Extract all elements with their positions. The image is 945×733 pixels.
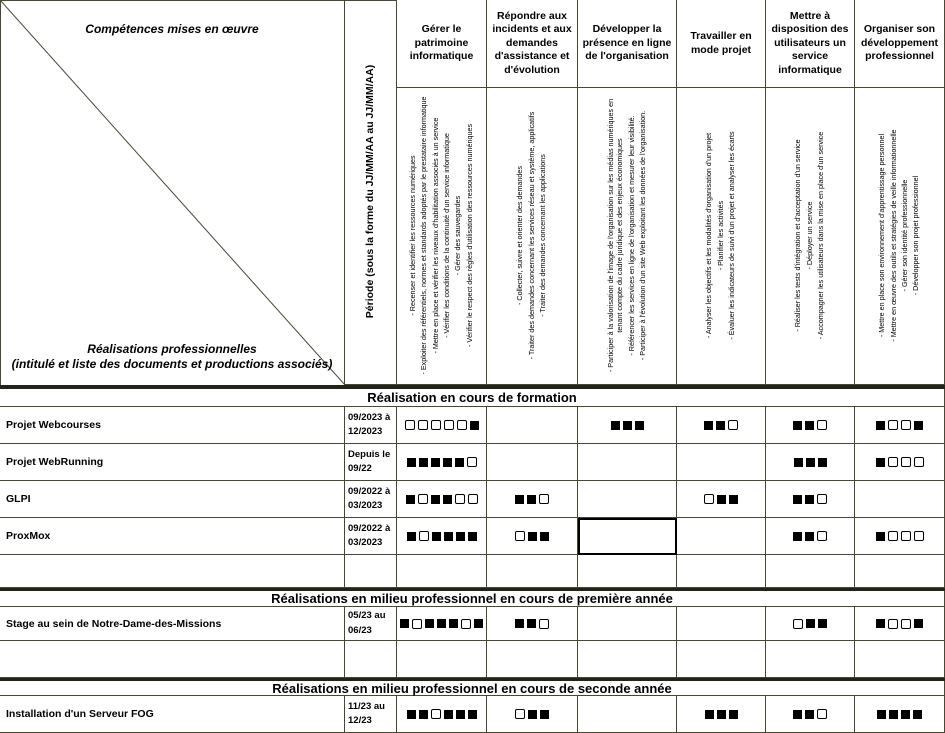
square-filled bbox=[419, 710, 428, 719]
row-label-cell: GLPI bbox=[0, 481, 345, 518]
square-filled bbox=[793, 710, 802, 719]
mark-cell bbox=[766, 481, 855, 518]
mark-cell bbox=[766, 555, 855, 588]
mark-cell bbox=[766, 641, 855, 678]
mark-cell bbox=[855, 641, 945, 678]
square-empty bbox=[539, 494, 549, 504]
mark-cell bbox=[487, 696, 578, 733]
mark-cell bbox=[855, 607, 945, 641]
square-filled bbox=[470, 421, 479, 430]
square-filled bbox=[444, 710, 453, 719]
square-empty bbox=[704, 494, 714, 504]
mark-cell bbox=[677, 696, 766, 733]
square-empty bbox=[901, 619, 911, 629]
square-filled bbox=[407, 710, 416, 719]
square-filled bbox=[540, 532, 549, 541]
mark-cell bbox=[487, 444, 578, 481]
square-empty bbox=[418, 420, 428, 430]
section-title-row: Réalisations en milieu professionnel en cours de seconde année bbox=[0, 681, 945, 696]
periode-cell: 05/23 au 06/23 bbox=[345, 607, 397, 641]
square-filled bbox=[914, 619, 923, 628]
mark-cell bbox=[766, 407, 855, 444]
square-filled bbox=[456, 710, 465, 719]
mark-cell bbox=[397, 444, 487, 481]
mark-cell bbox=[487, 607, 578, 641]
row-label-cell: Stage au sein de Notre-Dame-des-Missions bbox=[0, 607, 345, 641]
square-empty bbox=[728, 420, 738, 430]
mark-cell bbox=[677, 641, 766, 678]
competence-item: - Recenser et identifier les ressources numériques bbox=[407, 155, 417, 316]
square-empty bbox=[405, 420, 415, 430]
square-filled bbox=[431, 495, 440, 504]
competence-items-cell bbox=[855, 88, 945, 385]
square-filled bbox=[729, 495, 738, 504]
square-empty bbox=[444, 420, 454, 430]
square-empty bbox=[515, 709, 525, 719]
square-filled bbox=[805, 532, 814, 541]
square-filled bbox=[432, 532, 441, 541]
square-empty bbox=[901, 457, 911, 467]
square-empty bbox=[539, 619, 549, 629]
mark-cell bbox=[578, 555, 677, 588]
competence-item: - Mettre en œuvre des outils et stratégies de veille informationnelle bbox=[888, 129, 898, 342]
mark-cell bbox=[677, 607, 766, 641]
competence-item: - Mettre en place son environnement d'apprentissage personnel bbox=[877, 133, 887, 338]
mark-cell bbox=[578, 641, 677, 678]
competence-items bbox=[677, 88, 764, 383]
competence-item: - Analyser les objectifs et les modalités d'organisation d'un projet bbox=[704, 132, 714, 339]
square-filled bbox=[876, 421, 885, 430]
square-filled bbox=[876, 619, 885, 628]
square-filled bbox=[444, 532, 453, 541]
square-filled bbox=[914, 421, 923, 430]
mark-cell bbox=[487, 407, 578, 444]
competence-items bbox=[766, 88, 853, 383]
mark-cell bbox=[855, 407, 945, 444]
square-filled bbox=[455, 458, 464, 467]
square-filled bbox=[717, 495, 726, 504]
section-title-row: Réalisation en cours de formation bbox=[0, 389, 945, 407]
competence-items bbox=[397, 88, 485, 383]
mark-cell bbox=[677, 555, 766, 588]
periode-cell: Depuis le 09/22 bbox=[345, 444, 397, 481]
mark-cell bbox=[397, 696, 487, 733]
competence-items bbox=[578, 88, 675, 383]
diagonal-line bbox=[0, 0, 345, 385]
square-filled bbox=[818, 458, 827, 467]
square-empty bbox=[431, 709, 441, 719]
square-filled bbox=[474, 619, 483, 628]
square-empty bbox=[418, 494, 428, 504]
square-empty bbox=[888, 531, 898, 541]
square-filled bbox=[818, 619, 827, 628]
row-label-cell: Installation d'un Serveur FOG bbox=[0, 696, 345, 733]
square-empty bbox=[467, 457, 477, 467]
competence-item: - Collecter, suivre et orienter des demandes bbox=[515, 165, 525, 306]
mark-cell bbox=[397, 555, 487, 588]
competence-group-title: Développer la présence en ligne de l'organisation bbox=[578, 0, 677, 88]
square-filled bbox=[806, 458, 815, 467]
square-empty bbox=[914, 457, 924, 467]
mark-cell bbox=[677, 481, 766, 518]
square-filled bbox=[889, 710, 898, 719]
square-empty bbox=[817, 420, 827, 430]
square-filled bbox=[876, 458, 885, 467]
mark-cell bbox=[578, 607, 677, 641]
competence-item: - Traiter des demandes concernant les applications bbox=[538, 154, 548, 317]
competence-items-cell bbox=[487, 88, 578, 385]
mark-cell bbox=[578, 696, 677, 733]
mark-cell bbox=[855, 481, 945, 518]
mark-cell bbox=[397, 481, 487, 518]
square-empty bbox=[515, 531, 525, 541]
competence-item: - Mettre en place et vérifier les niveaux d'habilitation associés à un service bbox=[430, 117, 440, 354]
square-filled bbox=[717, 710, 726, 719]
square-filled bbox=[515, 619, 524, 628]
square-empty bbox=[914, 531, 924, 541]
square-filled bbox=[425, 619, 434, 628]
row-label-cell bbox=[0, 641, 345, 678]
mark-cell bbox=[677, 518, 766, 555]
square-empty bbox=[901, 420, 911, 430]
square-empty bbox=[888, 420, 898, 430]
square-filled bbox=[806, 619, 815, 628]
square-filled bbox=[704, 421, 713, 430]
mark-cell bbox=[487, 481, 578, 518]
square-filled bbox=[528, 532, 537, 541]
square-filled bbox=[407, 532, 416, 541]
square-empty bbox=[461, 619, 471, 629]
row-label-cell: Projet WebRunning bbox=[0, 444, 345, 481]
competence-item: - Traiter des demandes concernant les services réseau et système, applicatifs bbox=[526, 111, 536, 360]
square-filled bbox=[901, 710, 910, 719]
competence-item: - Gérer son identité professionnelle bbox=[900, 179, 909, 292]
square-filled bbox=[443, 458, 452, 467]
mark-cell bbox=[397, 518, 487, 555]
mark-cell bbox=[578, 407, 677, 444]
square-filled bbox=[431, 458, 440, 467]
square-filled bbox=[443, 495, 452, 504]
periode-header-cell bbox=[345, 0, 397, 385]
square-empty bbox=[793, 619, 803, 629]
square-filled bbox=[793, 495, 802, 504]
square-empty bbox=[901, 531, 911, 541]
section-title-row: Réalisations en milieu professionnel en cours de première année bbox=[0, 591, 945, 607]
mark-cell bbox=[766, 444, 855, 481]
square-filled bbox=[456, 532, 465, 541]
square-filled bbox=[794, 458, 803, 467]
mark-cell bbox=[766, 518, 855, 555]
competence-items-cell bbox=[677, 88, 766, 385]
square-filled bbox=[527, 619, 536, 628]
square-filled bbox=[876, 532, 885, 541]
mark-cell bbox=[855, 518, 945, 555]
mark-cell bbox=[487, 641, 578, 678]
square-filled bbox=[528, 710, 537, 719]
mark-cell bbox=[855, 696, 945, 733]
square-filled bbox=[515, 495, 524, 504]
competence-items-cell bbox=[578, 88, 677, 385]
square-filled bbox=[913, 710, 922, 719]
competence-items-cell bbox=[766, 88, 855, 385]
square-filled bbox=[623, 421, 632, 430]
square-filled bbox=[635, 421, 644, 430]
mark-cell bbox=[677, 407, 766, 444]
row-label-cell: ProxMox bbox=[0, 518, 345, 555]
competence-item: - Vérifier le respect des règles d'utilisation des ressources numériques bbox=[464, 123, 474, 348]
row-label-cell: Projet Webcourses bbox=[0, 407, 345, 444]
competence-group-title: Répondre aux incidents et aux demandes d'assistance et d'évolution bbox=[487, 0, 578, 88]
realisations-axis-sublabel: (intitulé et liste des documents et productions associés) bbox=[11, 357, 333, 372]
square-filled bbox=[407, 458, 416, 467]
competence-item: - Planifier les activités bbox=[715, 200, 725, 271]
competence-item: - Accompagner les utilisateurs dans la mise en place d'un service bbox=[816, 131, 826, 340]
periode-header-label: Période (sous la forme du JJ/MM/AA au JJ/MM/AA) bbox=[364, 64, 376, 319]
mark-cell bbox=[487, 555, 578, 588]
square-empty bbox=[888, 457, 898, 467]
periode-cell bbox=[345, 641, 397, 678]
square-filled bbox=[805, 495, 814, 504]
periode-cell: 09/2022 à 03/2023 bbox=[345, 481, 397, 518]
square-filled bbox=[877, 710, 886, 719]
competence-item: - Participer à la valorisation de l'image de l'organisation sur les médias numériques en tenant compte du cadre juridique et des enjeux économiques bbox=[605, 98, 625, 373]
competence-item: - Exploiter des référentiels, normes et standards adoptés par le prestataire informatique bbox=[419, 96, 429, 375]
square-filled bbox=[527, 495, 536, 504]
competence-group-title: Organiser son développement professionnel bbox=[855, 0, 945, 88]
square-filled bbox=[793, 532, 802, 541]
mark-cell bbox=[397, 407, 487, 444]
periode-cell bbox=[345, 555, 397, 588]
square-filled bbox=[406, 495, 415, 504]
mark-cell bbox=[578, 518, 677, 555]
mark-cell bbox=[766, 607, 855, 641]
square-filled bbox=[437, 619, 446, 628]
square-filled bbox=[805, 421, 814, 430]
square-empty bbox=[457, 420, 467, 430]
square-filled bbox=[449, 619, 458, 628]
competences-axis-label: Compétences mises en œuvre bbox=[85, 22, 259, 36]
square-filled bbox=[611, 421, 620, 430]
competence-items-cell bbox=[397, 88, 487, 385]
competence-items bbox=[487, 88, 576, 383]
square-empty bbox=[468, 494, 478, 504]
square-empty bbox=[431, 420, 441, 430]
square-empty bbox=[817, 531, 827, 541]
corner-cell bbox=[0, 0, 345, 385]
square-filled bbox=[805, 710, 814, 719]
mark-cell bbox=[578, 481, 677, 518]
competence-group-title: Gérer le patrimoine informatique bbox=[397, 0, 487, 88]
square-empty bbox=[817, 494, 827, 504]
competence-group-title: Mettre à disposition des utilisateurs un service informatique bbox=[766, 0, 855, 88]
square-filled bbox=[400, 619, 409, 628]
competence-item: - Participer à l'évolution d'un site Web exploitant les données de l'organisation. bbox=[637, 110, 647, 361]
square-empty bbox=[419, 531, 429, 541]
competence-item: - Vérifier les conditions de la continuité d'un service informatique bbox=[442, 133, 451, 338]
competence-group-title: Travailler en mode projet bbox=[677, 0, 766, 88]
mark-cell bbox=[397, 607, 487, 641]
periode-cell: 09/2022 à 03/2023 bbox=[345, 518, 397, 555]
square-empty bbox=[455, 494, 465, 504]
competence-item: - Réaliser les tests d'intégration et d'acceptation d'un service bbox=[793, 139, 803, 332]
mark-cell bbox=[677, 444, 766, 481]
realisations-axis-label: Réalisations professionnelles bbox=[87, 341, 257, 356]
square-empty bbox=[412, 619, 422, 629]
mark-cell bbox=[397, 641, 487, 678]
square-filled bbox=[468, 710, 477, 719]
periode-cell: 11/23 au 12/23 bbox=[345, 696, 397, 733]
periode-cell: 09/2023 à 12/2023 bbox=[345, 407, 397, 444]
mark-cell bbox=[855, 555, 945, 588]
competence-item: - Référencer les services en ligne de l'organisation et mesurer leur visibilité. bbox=[626, 115, 636, 356]
competence-item: - Déployer un service bbox=[804, 201, 814, 270]
square-empty bbox=[888, 619, 898, 629]
mark-cell bbox=[487, 518, 578, 555]
square-filled bbox=[705, 710, 714, 719]
mark-cell bbox=[766, 696, 855, 733]
square-filled bbox=[729, 710, 738, 719]
mark-cell bbox=[855, 444, 945, 481]
competence-item: - Développer son projet professionnel bbox=[911, 175, 921, 296]
square-empty bbox=[817, 709, 827, 719]
mark-cell bbox=[578, 444, 677, 481]
row-label-cell bbox=[0, 555, 345, 588]
square-filled bbox=[793, 421, 802, 430]
competence-item: - Gérer des sauvegardes bbox=[453, 195, 463, 276]
competence-items bbox=[855, 88, 943, 383]
square-filled bbox=[540, 710, 549, 719]
square-filled bbox=[468, 532, 477, 541]
square-filled bbox=[419, 458, 428, 467]
competence-item: - Évaluer les indicateurs de suivi d'un projet et analyser les écarts bbox=[727, 131, 737, 340]
square-filled bbox=[716, 421, 725, 430]
